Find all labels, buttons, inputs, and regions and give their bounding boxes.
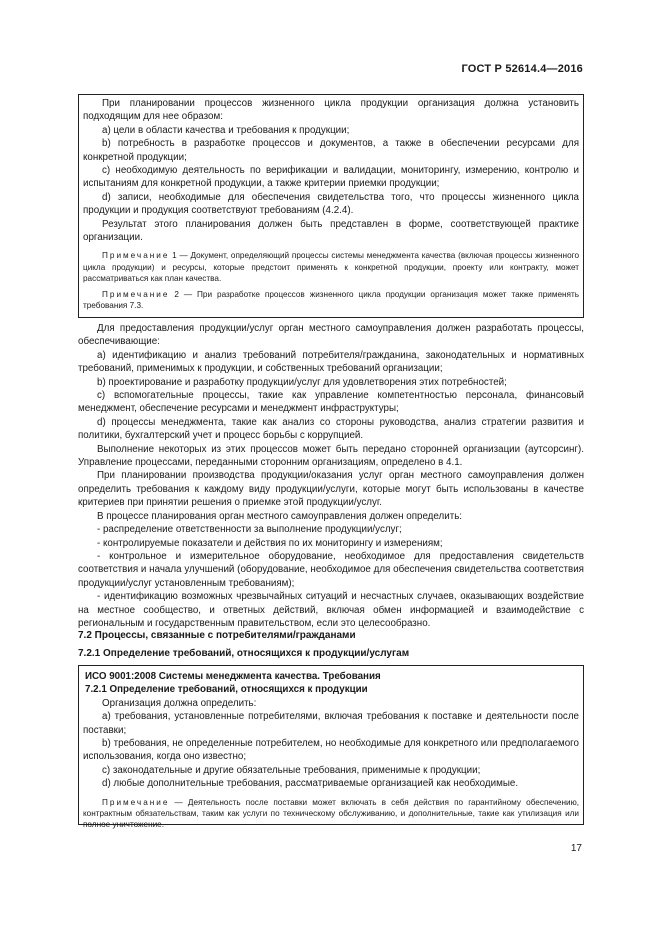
box2-note bbox=[83, 797, 579, 831]
body-paragraph: a) идентификацию и анализ требований потребителя/гражданина, законодательных и нормативных требований, применимых к продукции, и собственных требований организации; bbox=[78, 349, 584, 375]
box2-paragraph: b) требования, не определенные потребителем, но необходимые для конкретного или предполагаемого использования, когда оно известно; bbox=[83, 738, 579, 763]
document-code: ГОСТ Р 52614.4—2016 bbox=[461, 63, 583, 75]
page-number: 17 bbox=[570, 843, 582, 854]
box1-paragraph: При планировании процессов жизненного цикла продукции организация должна установить подходящим для нее образом: bbox=[83, 98, 579, 123]
note-label: Примечание bbox=[102, 289, 170, 299]
iso-quote-box-planning bbox=[78, 94, 584, 318]
box1-paragraph: Результат этого планирования должен быть представлен в форме, соответствующей практике организации. bbox=[83, 218, 579, 244]
body-paragraph: c) вспомогательные процессы, такие как управление компетентностью персонала, финансовый менеджмент, обеспечение ресурсами и менеджмент инфраструктуры; bbox=[78, 390, 584, 415]
box2-title: ИСО 9001:2008 Системы менеджмента качества. Требования bbox=[85, 671, 381, 682]
box2-paragraph: d) любые дополнительные требования, рассматриваемые организацией как необходимые. bbox=[102, 778, 519, 790]
body-list-item: - контрольное и измерительное оборудование, необходимое для предоставления свидетельств соответствия и начала улучшений (оборудование, необходимое для обеспечения свидетельства соответствия продукции/услуг установленным требованиям); bbox=[78, 550, 584, 589]
note-label: Примечание bbox=[102, 797, 170, 807]
body-list-item: - контролируемые показатели и действия по их мониторингу и измерениям; bbox=[97, 537, 443, 549]
box2-paragraph: a) требования, установленные потребителями, включая требования к поставке и деятельности после поставки; bbox=[83, 711, 579, 736]
box2-paragraph: c) законодательные и другие обязательные требования, применимые к продукции; bbox=[102, 764, 481, 776]
box1-note-1 bbox=[83, 250, 579, 284]
body-paragraph: Выполнение некоторых из этих процессов может быть передано сторонней организации (аутсорсинг). Управление процессами, переданными сторонним организациям, определено в 4.1. bbox=[78, 443, 584, 469]
iso-quote-box-requirements bbox=[78, 665, 584, 830]
body-paragraph: d) процессы менеджмента, такие как анализ со стороны руководства, анализ стратегии развития и политики, бухгалтерский учет и процесс борьбы с коррупцией. bbox=[78, 416, 584, 442]
box1-paragraph: c) необходимую деятельность по верификации и валидации, мониторингу, измерению, контролю и испытаниям для конкретной продукции, а также критерии приемки продукции; bbox=[83, 165, 579, 190]
box1-paragraph: a) цели в области качества и требования к продукции; bbox=[102, 124, 350, 136]
note-text: 1 — Документ, определяющий процессы системы менеджмента качества (включая процессы жизненного цикла продукции) и ресурсы, которые предстоит применять к конкретной продукции, проекту или контракту, может рассматриваться как план качества. bbox=[83, 251, 579, 284]
body-paragraph: b) проектирование и разработку продукции/услуг для удовлетворения этих потребностей; bbox=[97, 376, 507, 388]
note-text: 2 — При разработке процессов жизненного цикла продукции организация может также применять требования 7.3. bbox=[83, 289, 579, 311]
body-paragraph: При планировании производства продукции/оказания услуг орган местного самоуправления должен определить требования к каждому виду продукции/услуги, которые могут быть использованы в качестве критериев при принятии решения о приемке этой продукции/услуг. bbox=[78, 470, 584, 509]
main-body-text bbox=[78, 322, 584, 630]
body-list-item: - распределение ответственности за выполнение продукции/услуг; bbox=[97, 524, 402, 536]
note-label: Примечание bbox=[102, 251, 170, 261]
section-heading-7-2: 7.2 Процессы, связанные с потребителями/гражданами bbox=[78, 630, 356, 641]
body-paragraph: Для предоставления продукции/услуг орган местного самоуправления должен разработать процессы, обеспечивающие: bbox=[78, 323, 584, 348]
box2-paragraph: Организация должна определить: bbox=[102, 697, 257, 709]
box2-subtitle: 7.2.1 Определение требований, относящихся к продукции bbox=[85, 684, 368, 696]
body-paragraph: В процессе планирования орган местного самоуправления должен определить: bbox=[97, 510, 463, 522]
body-list-item: - идентификацию возможных чрезвычайных ситуаций и несчастных случаев, оказывающих воздействие на местное сообщество, и ответных действий, включая обмен информацией и взаимодействие с региональным и государственным правительством, если это целесообразно. bbox=[78, 591, 584, 629]
box1-paragraph: d) записи, необходимые для обеспечения свидетельства того, что процессы жизненного цикла продукции и продукция соответствуют требованиям (4.2.4). bbox=[83, 191, 579, 217]
box1-note-2 bbox=[83, 289, 579, 312]
note-text: — Деятельность после поставки может включать в себя действия по гарантийному обеспечению, контрактным обязательствам, таким как услуги по техническому обслуживанию, и дополнительные, такие как утилизация или полное уничтожение. bbox=[83, 797, 579, 830]
box1-paragraph: b) потребность в разработке процессов и документов, а также в обеспечении ресурсами для конкретной продукции; bbox=[83, 138, 579, 163]
section-heading-7-2-1: 7.2.1 Определение требований, относящихся к продукции/услугам bbox=[78, 648, 410, 659]
